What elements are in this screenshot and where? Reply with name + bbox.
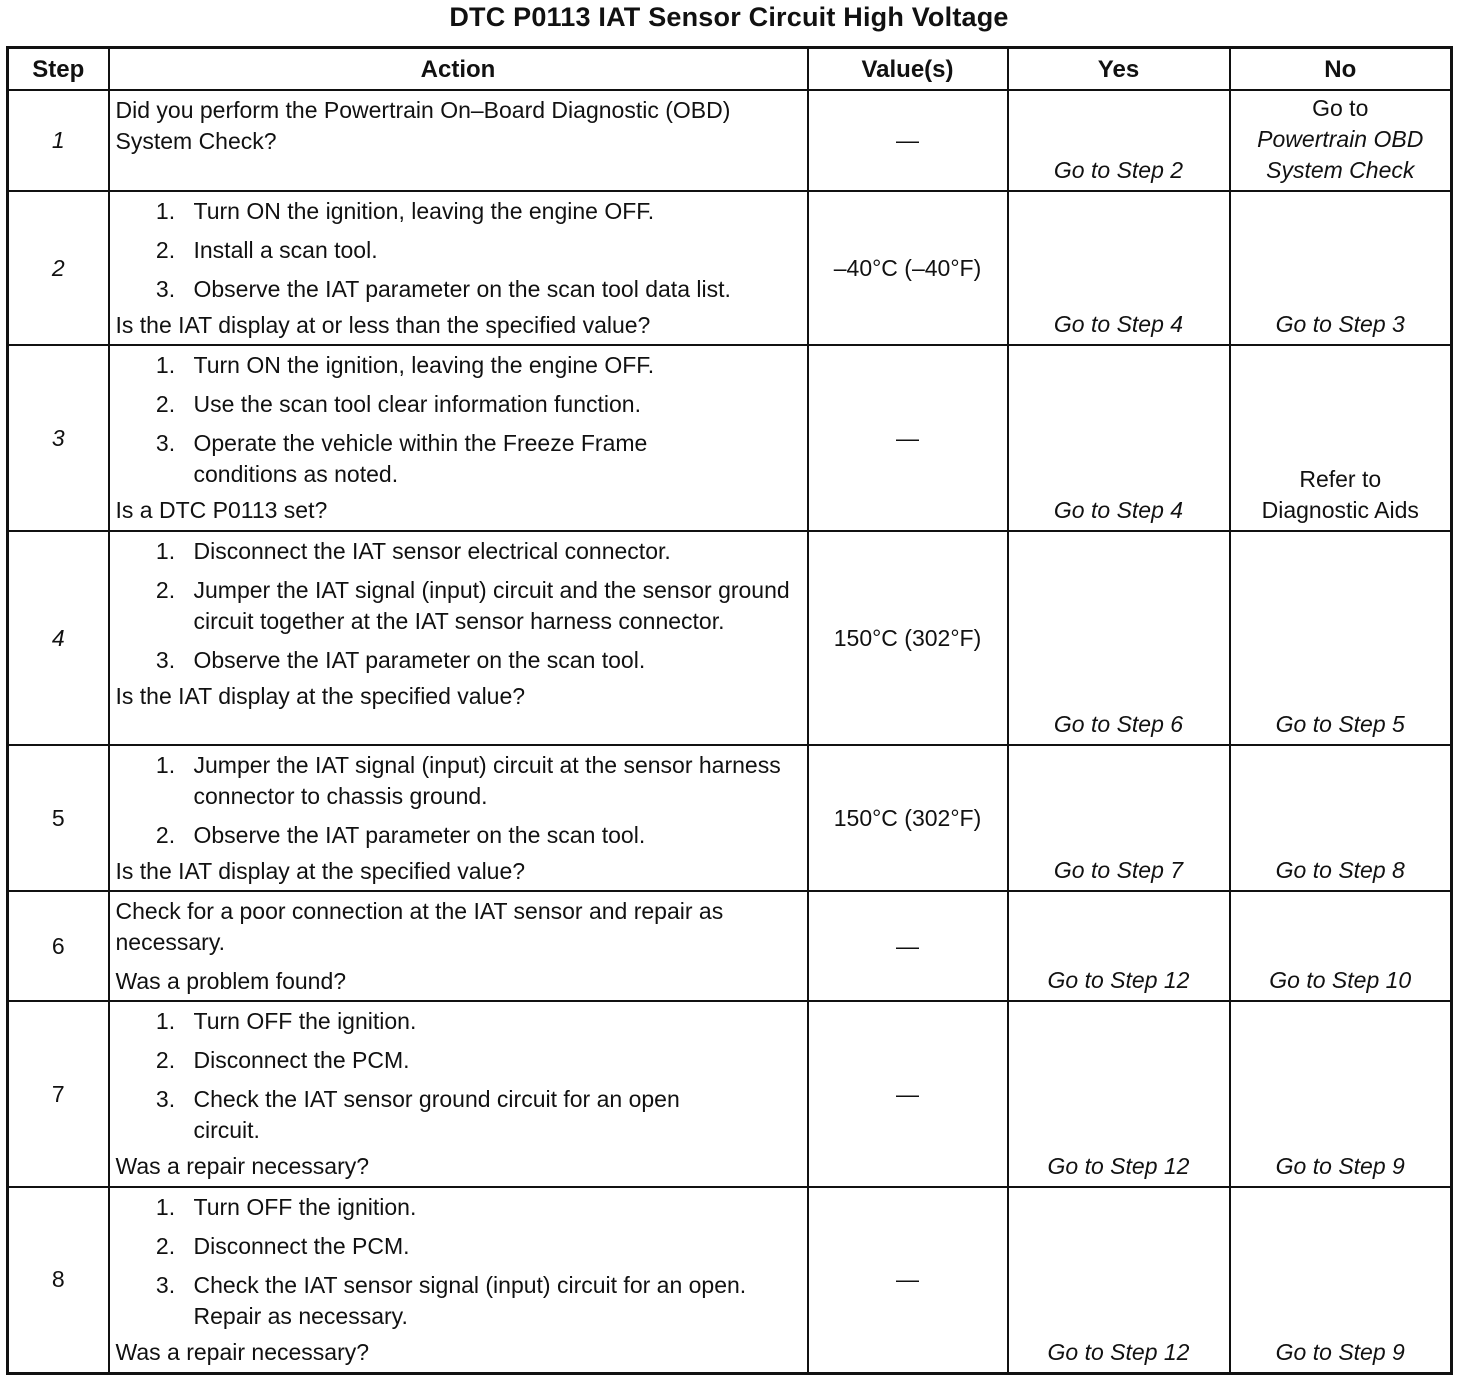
yes-cell: Go to Step 6	[1008, 531, 1230, 745]
yes-cell: Go to Step 2	[1008, 90, 1230, 191]
action-cell	[109, 345, 808, 531]
action-item: 2. Install a scan tool.	[182, 235, 801, 266]
action-text: Did you perform the Powertrain On–Board Diagnostic (OBD) System Check?	[115, 97, 731, 154]
action-item: 1. Jumper the IAT signal (input) circuit at the sensor harness connector to chassis ground.	[182, 750, 801, 812]
action-question: Was a repair necessary?	[115, 1153, 370, 1179]
action-item: 2. Use the scan tool clear information function.	[182, 389, 711, 420]
action-cell	[109, 90, 808, 191]
table-row	[8, 891, 1452, 1001]
header-values: Value(s)	[808, 48, 1008, 91]
yes-cell: Go to Step 12	[1008, 891, 1230, 1001]
action-list	[116, 1192, 801, 1332]
action-question: Was a problem found?	[115, 968, 347, 994]
action-item: 3. Operate the vehicle within the Freeze Frame conditions as noted.	[182, 428, 711, 490]
action-text: Check for a poor connection at the IAT sensor and repair as necessary.	[115, 898, 724, 955]
action-list	[116, 750, 801, 851]
action-item: 1. Disconnect the IAT sensor electrical connector.	[182, 536, 801, 567]
step-number: 5	[8, 745, 109, 891]
yes-cell: Go to Step 4	[1008, 345, 1230, 531]
value-cell: –40°C (–40°F)	[808, 191, 1008, 345]
action-question: Is the IAT display at the specified value?	[115, 858, 526, 884]
no-cell: Go to Step 5	[1230, 531, 1452, 745]
value-cell: 150°C (302°F)	[808, 531, 1008, 745]
yes-cell: Go to Step 12	[1008, 1187, 1230, 1373]
action-cell	[109, 531, 808, 745]
no-goto-label: Go to	[1312, 95, 1369, 121]
action-item: 3. Observe the IAT parameter on the scan tool.	[182, 645, 801, 676]
action-list	[116, 1006, 801, 1146]
no-cell: Go to Step 9	[1230, 1187, 1452, 1373]
action-item: 3. Observe the IAT parameter on the scan tool data list.	[182, 274, 801, 305]
step-number: 1	[8, 90, 109, 191]
value-cell: —	[808, 891, 1008, 1001]
step-number: 2	[8, 191, 109, 345]
action-question: Is the IAT display at or less than the specified value?	[115, 312, 651, 338]
header-no: No	[1230, 48, 1452, 91]
step-number: 6	[8, 891, 109, 1001]
no-goto-target: Powertrain OBD System Check	[1257, 126, 1424, 183]
step-number: 8	[8, 1187, 109, 1373]
action-cell	[109, 191, 808, 345]
action-item: 2. Disconnect the PCM.	[182, 1045, 751, 1076]
value-cell: —	[808, 1187, 1008, 1373]
action-question: Was a repair necessary?	[115, 1339, 370, 1365]
value-cell: 150°C (302°F)	[808, 745, 1008, 891]
no-cell: Go to Step 8	[1230, 745, 1452, 891]
action-cell	[109, 891, 808, 1001]
action-question: Is a DTC P0113 set?	[115, 497, 328, 523]
action-list	[116, 536, 801, 676]
value-cell: —	[808, 345, 1008, 531]
table-row	[8, 90, 1452, 191]
action-item: 1. Turn ON the ignition, leaving the engine OFF.	[182, 196, 801, 227]
table-row	[8, 745, 1452, 891]
yes-cell: Go to Step 7	[1008, 745, 1230, 891]
action-cell	[109, 745, 808, 891]
header-yes: Yes	[1008, 48, 1230, 91]
yes-cell: Go to Step 4	[1008, 191, 1230, 345]
no-cell: Go to Step 3	[1230, 191, 1452, 345]
action-question: Is the IAT display at the specified value?	[115, 683, 526, 709]
header-action: Action	[109, 48, 808, 91]
table-header-row	[8, 48, 1452, 91]
diagnostic-table	[6, 46, 1453, 1375]
action-cell	[109, 1001, 808, 1187]
action-list	[116, 350, 801, 490]
step-number: 4	[8, 531, 109, 745]
yes-cell: Go to Step 12	[1008, 1001, 1230, 1187]
step-number: 7	[8, 1001, 109, 1187]
action-item: 1. Turn ON the ignition, leaving the engine OFF.	[182, 350, 711, 381]
action-item: 2. Jumper the IAT signal (input) circuit and the sensor ground circuit together at the IAT sensor harness connector.	[182, 575, 801, 637]
table-row	[8, 1001, 1452, 1187]
table-row	[8, 1187, 1452, 1373]
value-cell: —	[808, 90, 1008, 191]
action-cell	[109, 1187, 808, 1373]
action-item: 1. Turn OFF the ignition.	[182, 1006, 751, 1037]
no-cell	[1230, 90, 1452, 191]
action-item: 3. Check the IAT sensor signal (input) circuit for an open. Repair as necessary.	[182, 1270, 751, 1332]
no-cell: Refer to Diagnostic Aids	[1230, 345, 1452, 531]
action-item: 2. Observe the IAT parameter on the scan tool.	[182, 820, 801, 851]
no-cell: Go to Step 9	[1230, 1001, 1452, 1187]
action-item: 2. Disconnect the PCM.	[182, 1231, 751, 1262]
action-list	[116, 196, 801, 305]
table-row	[8, 531, 1452, 745]
no-cell: Go to Step 10	[1230, 891, 1452, 1001]
action-item: 1. Turn OFF the ignition.	[182, 1192, 751, 1223]
page-title: DTC P0113 IAT Sensor Circuit High Voltage	[449, 2, 1009, 32]
step-number: 3	[8, 345, 109, 531]
value-cell: —	[808, 1001, 1008, 1187]
header-step: Step	[8, 48, 109, 91]
action-item: 3. Check the IAT sensor ground circuit for an open circuit.	[182, 1084, 751, 1146]
table-row	[8, 345, 1452, 531]
table-row	[8, 191, 1452, 345]
